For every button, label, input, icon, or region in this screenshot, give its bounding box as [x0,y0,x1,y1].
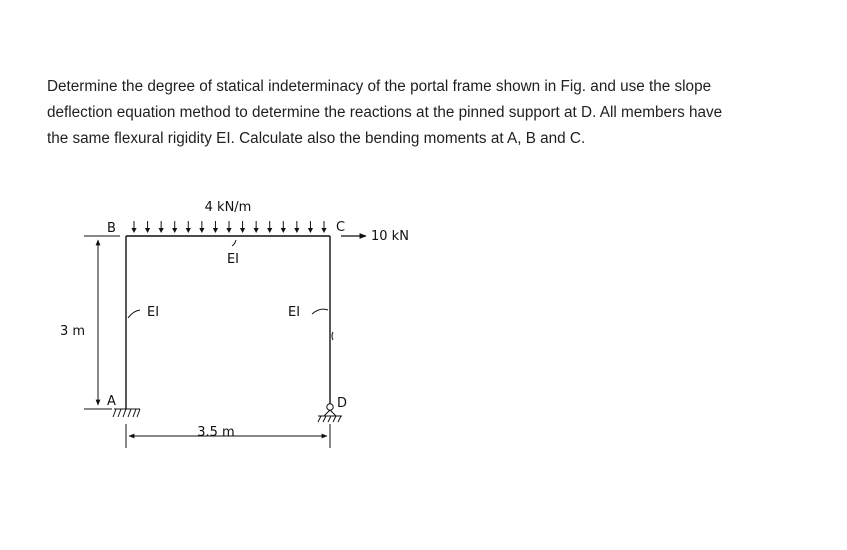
node-d-label: D [337,396,348,411]
load-arrow-head [145,228,150,233]
left-col-ei-leader [128,310,140,318]
load-arrow-head [267,228,272,233]
height-dimension [84,236,120,409]
load-arrow-head [281,228,286,233]
load-arrow-head [226,228,231,233]
force-label: 10 kN [371,229,409,244]
problem-line-3: the same flexural rigidity EI. Calculate also the bending moments at A, B and C. [47,130,586,147]
span-label: 3.5 m [197,425,235,440]
load-arrow-head [172,228,177,233]
right-col-ei-leader [312,309,328,314]
right-column-ei-label: EI [288,305,301,320]
load-arrow-head [321,228,326,233]
load-arrow-head [254,228,259,233]
load-arrow-head [308,228,313,233]
node-b-label: B [107,221,116,236]
load-arrow-head [186,228,191,233]
load-arrow-head [294,228,299,233]
node-c-label: C [336,220,346,235]
load-arrow-head [240,228,245,233]
distributed-load-arrows [131,221,326,233]
load-arrow-head [159,228,164,233]
load-arrow-head [131,228,136,233]
right-col-kink [332,332,333,340]
beam-ei-leader [232,240,236,246]
height-label: 3 m [60,324,86,339]
load-arrow-head [213,228,218,233]
fixed-support-a [113,409,140,417]
beam-ei-label: EI [226,252,240,267]
load-label: 4 kN/m [204,200,252,215]
problem-line-1: Determine the degree of statical indeterminacy of the portal frame shown in Fig. and use the slope [47,78,712,95]
problem-line-2: deflection equation method to determine the reactions at the pinned support at D. All members have [47,104,723,121]
load-arrow-head [199,228,204,233]
node-a-label: A [107,394,116,409]
left-column-ei-label: EI [147,305,160,320]
